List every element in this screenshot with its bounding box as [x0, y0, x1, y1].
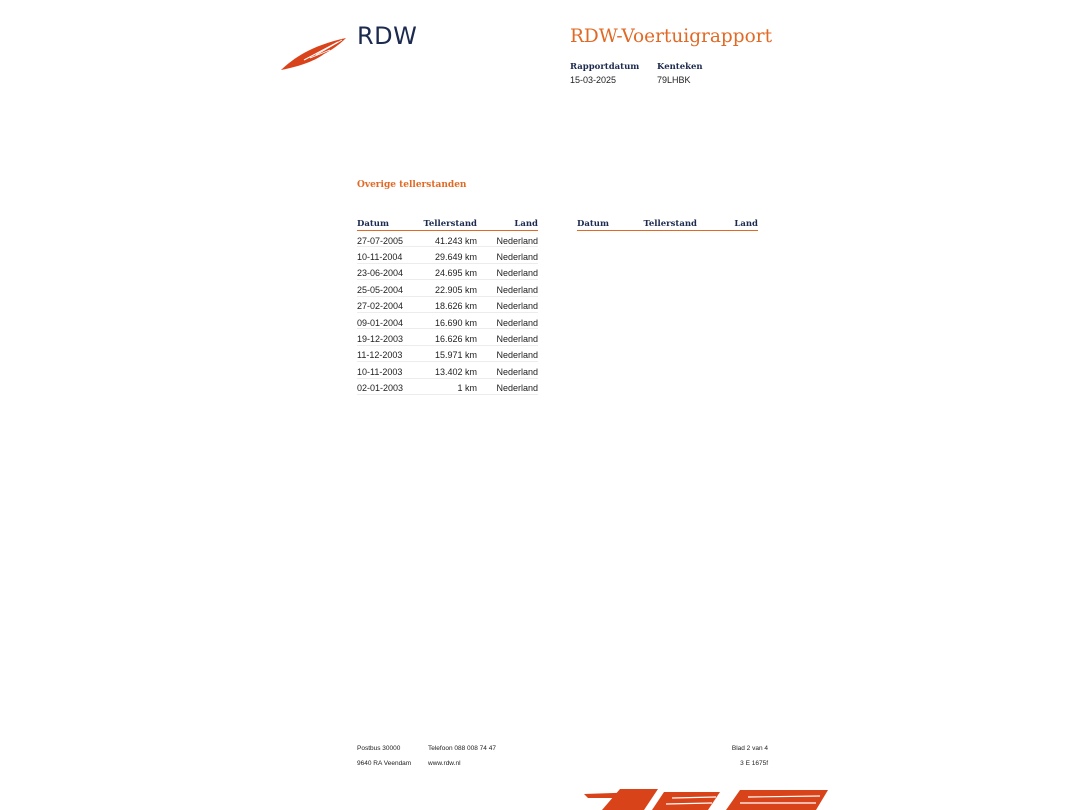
cell-count: 15.971 km [434, 350, 477, 361]
cell-date: 11-12-2003 [357, 350, 403, 361]
footer-contact [428, 741, 496, 771]
cell-country: Nederland [496, 334, 538, 345]
cell-country: Nederland [496, 383, 538, 394]
footer-code: 3 E 1675f [740, 760, 768, 767]
odometer-table [357, 218, 538, 395]
footer-page-info [700, 741, 768, 771]
footer-address [357, 741, 411, 771]
odometer-table-continued [577, 218, 758, 231]
cell-date: 27-02-2004 [357, 301, 404, 312]
report-date-label: Rapportdatum [570, 62, 640, 72]
table-header [577, 218, 758, 231]
section-title: Overige tellerstanden [357, 180, 467, 190]
rdw-logo [280, 22, 420, 76]
cell-count: 29.649 km [434, 252, 477, 263]
header-count: Tellerstand [423, 219, 477, 229]
cell-date: 23-06-2004 [357, 268, 404, 279]
cell-count: 41.243 km [434, 235, 477, 246]
decorative-stripes [580, 786, 830, 810]
table-row [357, 379, 538, 395]
header-date: Datum [357, 219, 389, 229]
cell-date: 10-11-2003 [357, 366, 403, 377]
header-date: Datum [577, 219, 609, 229]
header-country: Land [734, 219, 758, 229]
cell-date: 19-12-2003 [357, 334, 404, 345]
report-date-value: 15-03-2025 [570, 75, 617, 85]
cell-date: 09-01-2004 [357, 317, 404, 328]
cell-country: Nederland [496, 235, 538, 246]
footer-postbus: Postbus 30000 [357, 745, 401, 752]
cell-country: Nederland [496, 268, 538, 279]
table-row [357, 297, 538, 313]
plate-label: Kenteken [657, 62, 703, 72]
cell-count: 18.626 km [434, 301, 477, 312]
table-row [357, 346, 538, 362]
cell-country: Nederland [496, 350, 538, 361]
cell-country: Nederland [496, 301, 538, 312]
table-row [357, 231, 538, 247]
cell-country: Nederland [496, 284, 538, 295]
plate-value: 79LHBK [657, 75, 691, 85]
report-date-block [570, 62, 639, 85]
table-header [357, 218, 538, 231]
cell-count: 24.695 km [434, 268, 477, 279]
cell-date: 25-05-2004 [357, 284, 404, 295]
cell-country: Nederland [496, 252, 538, 263]
table-row [357, 247, 538, 263]
cell-count: 22.905 km [434, 284, 477, 295]
cell-country: Nederland [496, 317, 538, 328]
cell-date: 10-11-2004 [357, 252, 403, 263]
footer-web: www.rdw.nl [428, 760, 461, 767]
footer-phone: Telefoon 088 008 74 47 [428, 745, 496, 752]
report-title: RDW-Voertuigrapport [570, 26, 773, 47]
header-country: Land [514, 219, 538, 229]
cell-count: 16.626 km [434, 334, 477, 345]
table-row [357, 313, 538, 329]
cell-date: 27-07-2005 [357, 235, 404, 246]
cell-date: 02-01-2003 [357, 383, 404, 394]
table-row [357, 362, 538, 378]
table-row [357, 329, 538, 345]
header-count: Tellerstand [643, 219, 697, 229]
cell-country: Nederland [496, 366, 538, 377]
logo-text: RDW [357, 22, 418, 50]
feather-icon [280, 36, 352, 72]
plate-block [657, 62, 703, 85]
footer-page-number: Blad 2 van 4 [731, 745, 768, 752]
table-row [357, 280, 538, 296]
table-row [357, 264, 538, 280]
footer-city: 9640 RA Veendam [357, 760, 412, 767]
cell-count: 13.402 km [434, 366, 477, 377]
cell-count: 16.690 km [434, 317, 477, 328]
cell-count: 1 km [457, 383, 477, 394]
